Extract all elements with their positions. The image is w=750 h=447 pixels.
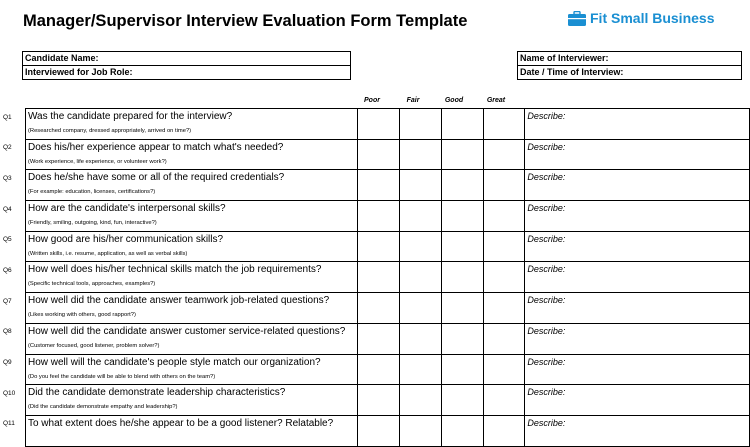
rating-header-good: Good (444, 97, 464, 104)
rating-header-poor: Poor (364, 97, 380, 104)
describe-cell[interactable] (525, 262, 750, 293)
question-hint: (Work experience, life experience, or volunteer work?) (27, 158, 167, 165)
rating-fair-cell[interactable] (399, 293, 441, 324)
question-hint: (Do you feel the candidate will be able to blend with others on the team?) (27, 373, 216, 380)
describe-label: Describe: (527, 417, 566, 428)
describe-cell[interactable] (525, 139, 750, 170)
question-hint: (Written skills, i.e. resume, application, as well as verbal skills) (27, 250, 188, 257)
question-number: Q5 (3, 236, 12, 244)
question-hint: (Specific technical tools, approaches, examples?) (27, 281, 156, 288)
question-cell (25, 323, 357, 354)
question-text: Does his/her experience appear to match what's needed? (27, 141, 284, 153)
question-cell (25, 201, 357, 232)
question-text: How well does his/her technical skills match the job requirements? (27, 264, 322, 276)
describe-label: Describe: (527, 387, 566, 398)
question-row (0, 293, 750, 324)
page-title: Manager/Supervisor Interview Evaluation Form Template (23, 12, 468, 30)
describe-cell[interactable] (525, 385, 750, 416)
rating-great-cell[interactable] (483, 139, 525, 170)
question-hint: (Did the candidate demonstrate empathy and leadership?) (27, 404, 178, 411)
question-text: Was the candidate prepared for the interview? (27, 111, 233, 122)
question-text: How are the candidate's interpersonal skills? (27, 203, 226, 215)
question-number: Q4 (3, 205, 12, 213)
rating-poor-cell[interactable] (357, 323, 399, 354)
question-text: To what extent does he/she appear to be a good listener? Relatable? (27, 417, 334, 429)
rating-fair-cell[interactable] (399, 415, 441, 446)
question-number: Q6 (3, 266, 12, 274)
rating-great-cell[interactable] (483, 293, 525, 324)
describe-label: Describe: (527, 264, 566, 275)
question-row (0, 231, 750, 262)
questions-table (0, 108, 750, 447)
rating-good-cell[interactable] (441, 385, 483, 416)
rating-good-cell[interactable] (441, 231, 483, 262)
rating-fair-cell[interactable] (399, 354, 441, 385)
question-hint: (Researched company, dressed appropriately, arrived on time?) (27, 128, 192, 134)
rating-poor-cell[interactable] (357, 231, 399, 262)
logo-text: Fit Small Business (590, 10, 715, 26)
question-hint: (Likes working with others, good rapport?) (27, 312, 136, 319)
rating-great-cell[interactable] (483, 231, 525, 262)
rating-fair-cell[interactable] (399, 262, 441, 293)
rating-fair-cell[interactable] (399, 170, 441, 201)
question-number: Q9 (3, 359, 12, 366)
question-text: How well did the candidate answer teamwork job-related questions? (27, 295, 330, 307)
rating-great-cell[interactable] (483, 262, 525, 293)
question-row (0, 385, 750, 416)
describe-cell[interactable] (525, 293, 750, 324)
question-row (0, 323, 750, 354)
rating-poor-cell[interactable] (357, 415, 399, 446)
rating-good-cell[interactable] (441, 139, 483, 170)
describe-cell[interactable] (525, 109, 750, 140)
describe-label: Describe: (527, 295, 566, 306)
question-number: Q7 (3, 297, 12, 305)
candidate-name-field[interactable]: Candidate Name: (23, 52, 351, 66)
question-cell (25, 262, 357, 293)
briefcase-icon (568, 11, 586, 26)
question-text: How well did the candidate answer customer service-related questions? (27, 325, 346, 337)
rating-fair-cell[interactable] (399, 231, 441, 262)
describe-label: Describe: (527, 233, 566, 244)
rating-poor-cell[interactable] (357, 354, 399, 385)
rating-poor-cell[interactable] (357, 139, 399, 170)
rating-header-great: Great (486, 97, 506, 104)
question-cell (25, 109, 357, 140)
rating-poor-cell[interactable] (357, 262, 399, 293)
rating-fair-cell[interactable] (399, 109, 441, 140)
rating-good-cell[interactable] (441, 262, 483, 293)
question-row (0, 139, 750, 170)
rating-good-cell[interactable] (441, 170, 483, 201)
rating-good-cell[interactable] (441, 415, 483, 446)
question-row (0, 201, 750, 232)
brand-logo (568, 8, 714, 28)
describe-cell[interactable] (525, 201, 750, 232)
describe-cell[interactable] (525, 170, 750, 201)
question-row (0, 415, 750, 446)
question-hint: (Friendly, smiling, outgoing, kind, fun, interactive?) (27, 220, 157, 227)
question-hint (28, 430, 357, 433)
question-cell (25, 139, 357, 170)
question-text: Did the candidate demonstrate leadership characteristics? (27, 387, 286, 399)
rating-good-cell[interactable] (441, 323, 483, 354)
question-row (0, 109, 750, 140)
rating-poor-cell[interactable] (357, 293, 399, 324)
rating-great-cell[interactable] (483, 354, 525, 385)
rating-good-cell[interactable] (441, 293, 483, 324)
describe-label: Describe: (527, 325, 566, 336)
describe-label: Describe: (527, 356, 566, 367)
rating-poor-cell[interactable] (357, 201, 399, 232)
candidate-info-table (22, 51, 351, 80)
rating-good-cell[interactable] (441, 201, 483, 232)
interviewer-name-field[interactable]: Name of Interviewer: (518, 52, 742, 66)
rating-poor-cell[interactable] (357, 385, 399, 416)
question-cell (25, 354, 357, 385)
question-cell (25, 231, 357, 262)
rating-header-fair: Fair (406, 97, 420, 104)
question-row (0, 170, 750, 201)
describe-label: Describe: (527, 172, 566, 183)
rating-poor-cell[interactable] (357, 109, 399, 140)
question-row (0, 262, 750, 293)
question-text: How well will the candidate's people style match our organization? (27, 356, 321, 368)
describe-cell[interactable] (525, 415, 750, 446)
describe-label: Describe: (527, 203, 566, 214)
question-hint: (For example: education, licenses, certifications?) (27, 189, 156, 196)
rating-great-cell[interactable] (483, 170, 525, 201)
rating-poor-cell[interactable] (357, 170, 399, 201)
describe-cell[interactable] (525, 323, 750, 354)
question-number: Q8 (3, 328, 12, 336)
rating-fair-cell[interactable] (399, 385, 441, 416)
rating-great-cell[interactable] (483, 323, 525, 354)
question-text: Does he/she have some or all of the required credentials? (27, 172, 285, 184)
job-role-field[interactable]: Interviewed for Job Role: (23, 66, 351, 80)
question-number: Q1 (3, 113, 12, 121)
describe-label: Describe: (527, 111, 566, 121)
rating-fair-cell[interactable] (399, 201, 441, 232)
question-number: Q10 (3, 389, 16, 397)
rating-good-cell[interactable] (441, 354, 483, 385)
interviewer-info-table (517, 51, 742, 80)
question-text: How good are his/her communication skills? (27, 233, 224, 245)
rating-great-cell[interactable] (483, 415, 525, 446)
describe-cell[interactable] (525, 354, 750, 385)
question-cell (25, 293, 357, 324)
describe-label: Describe: (527, 141, 566, 152)
rating-great-cell[interactable] (483, 385, 525, 416)
question-cell (25, 415, 357, 446)
question-cell (25, 385, 357, 416)
question-number: Q2 (3, 144, 12, 152)
rating-fair-cell[interactable] (399, 323, 441, 354)
question-cell (25, 170, 357, 201)
question-hint: (Customer focused, good listener, problem solver?) (27, 342, 160, 349)
rating-great-cell[interactable] (483, 109, 525, 140)
rating-good-cell[interactable] (441, 109, 483, 140)
interview-date-field[interactable]: Date / Time of Interview: (518, 66, 742, 80)
describe-cell[interactable] (525, 231, 750, 262)
rating-fair-cell[interactable] (399, 139, 441, 170)
question-number: Q11 (3, 420, 15, 428)
question-row (0, 354, 750, 385)
question-number: Q3 (3, 174, 12, 182)
rating-great-cell[interactable] (483, 201, 525, 232)
